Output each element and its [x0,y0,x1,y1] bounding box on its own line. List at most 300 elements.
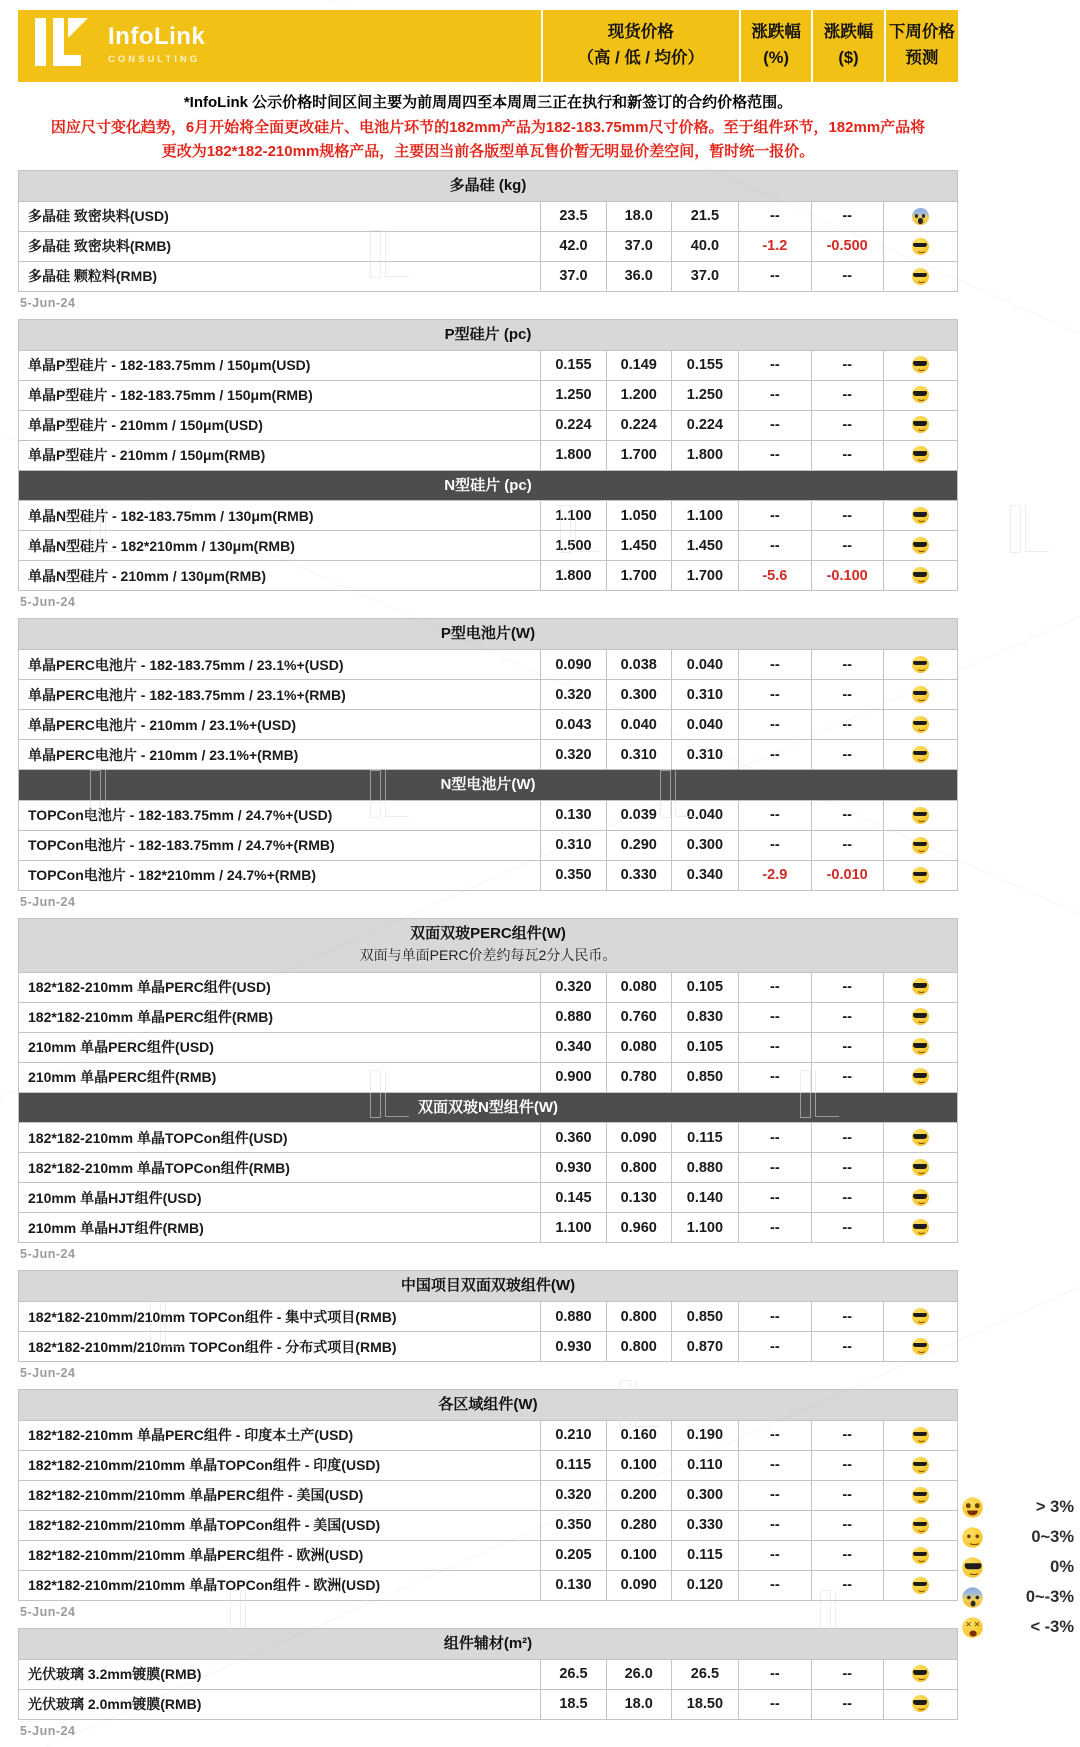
price-table [18,170,958,292]
price-low-cell: 0.800 [606,1302,671,1332]
change-pct-cell: -- [739,501,811,531]
price-row [19,1213,958,1243]
change-usd-cell: -- [811,1123,883,1153]
price-row [19,1420,958,1450]
forecast-cool-emoji [912,356,929,373]
change-usd-cell: -- [811,501,883,531]
change-pct-cell: -- [739,740,811,770]
price-row [19,1450,958,1480]
price-avg-cell: 0.105 [671,1032,739,1062]
legend-item [958,1612,1074,1642]
price-high-cell: 18.5 [541,1689,607,1719]
product-name-cell: 多晶硅 致密块料(USD) [19,201,541,231]
price-high-cell: 1.800 [541,440,607,470]
product-name-cell: 182*182-210mm/210mm TOPCon组件 - 集中式项目(RMB) [19,1302,541,1332]
legend-star-emoji [962,1497,982,1517]
product-name-cell: 182*182-210mm/210mm 单晶TOPCon组件 - 印度(USD) [19,1450,541,1480]
price-low-cell: 0.160 [606,1420,671,1450]
product-name-cell: 182*182-210mm/210mm 单晶PERC组件 - 美国(USD) [19,1480,541,1510]
forecast-cell [883,710,957,740]
forecast-cell [883,650,957,680]
price-low-cell: 1.200 [606,380,671,410]
forecast-cool-emoji [912,1159,929,1176]
forecast-cool-emoji [912,268,929,285]
legend-label: < -3% [1030,1617,1074,1636]
price-high-cell: 0.930 [541,1153,607,1183]
price-avg-cell: 0.140 [671,1183,739,1213]
change-usd-cell: -0.010 [811,860,883,890]
price-high-cell: 0.130 [541,1570,607,1600]
change-pct-cell: -- [739,1123,811,1153]
price-row [19,201,958,231]
legend-smile-emoji [962,1527,982,1547]
header-line: (%) [763,49,789,67]
price-low-cell: 0.038 [606,650,671,680]
change-usd-cell: -- [811,1420,883,1450]
product-name-cell: 单晶PERC电池片 - 210mm / 23.1%+(USD) [19,710,541,740]
price-high-cell: 1.800 [541,561,607,591]
price-high-cell: 0.155 [541,350,607,380]
forecast-cool-emoji [912,1517,929,1534]
section-header [19,770,958,801]
section-title: P型电池片(W) [440,625,536,643]
forecast-cell [883,1659,957,1689]
note-size-change: 因应尺寸变化趋势，6月开始将全面更改硅片、电池片环节的182mm产品为182-183.75mm尺寸价格。至于组件环节，182mm产品将更改为182*182-210mm规格产品，主要因当前各版型单瓦售价暂无明显价差空间，暂时统一报价。 [50,119,926,160]
forecast-cell [883,440,957,470]
price-row [19,1032,958,1062]
note-price-period: *InfoLink 公示价格时间区间主要为前周周四至本周周三正在执行和新签订的合约价格范围。 [183,94,793,111]
price-high-cell: 1.500 [541,531,607,561]
product-name-cell: 单晶P型硅片 - 210mm / 150μm(USD) [19,410,541,440]
price-row [19,1689,958,1719]
forecast-cool-emoji [912,537,929,554]
price-avg-cell: 0.040 [671,710,739,740]
price-high-cell: 42.0 [541,231,607,261]
price-low-cell: 0.290 [606,830,671,860]
change-usd-cell: -- [811,800,883,830]
price-avg-cell: 0.105 [671,972,739,1002]
product-name-cell: 单晶N型硅片 - 182-183.75mm / 130μm(RMB) [19,501,541,531]
price-table-block [18,319,1080,610]
legend-weary-emoji [962,1617,982,1637]
section-title: 双面双玻N型组件(W) [418,1098,558,1116]
change-usd-cell: -- [811,1570,883,1600]
product-name-cell: 182*182-210mm/210mm TOPCon组件 - 分布式项目(RMB) [19,1332,541,1362]
section-header [19,470,958,501]
price-avg-cell: 0.190 [671,1420,739,1450]
price-high-cell: 0.090 [541,650,607,680]
price-high-cell: 0.205 [541,1540,607,1570]
forecast-cell [883,1032,957,1062]
forecast-cool-emoji [912,656,929,673]
section-header [19,619,958,650]
price-low-cell: 0.100 [606,1450,671,1480]
product-name-cell: 单晶PERC电池片 - 210mm / 23.1%+(RMB) [19,740,541,770]
change-pct-cell: -1.2 [739,231,811,261]
price-high-cell: 0.320 [541,740,607,770]
price-low-cell: 0.330 [606,860,671,890]
change-pct-cell: -- [739,1510,811,1540]
product-name-cell: 210mm 单晶HJT组件(RMB) [19,1213,541,1243]
change-pct-cell: -- [739,1450,811,1480]
price-avg-cell: 1.100 [671,501,739,531]
price-row [19,231,958,261]
section-header [19,918,958,972]
price-row [19,350,958,380]
price-low-cell: 0.224 [606,410,671,440]
price-high-cell: 0.880 [541,1302,607,1332]
price-avg-cell: 1.700 [671,561,739,591]
forecast-cell [883,1062,957,1092]
table-header [18,10,958,82]
change-usd-cell: -- [811,1450,883,1480]
price-avg-cell: 0.870 [671,1332,739,1362]
forecast-cell [883,1002,957,1032]
section-header [19,319,958,350]
change-pct-cell: -- [739,1659,811,1689]
price-low-cell: 0.090 [606,1570,671,1600]
product-name-cell: 182*182-210mm/210mm 单晶PERC组件 - 欧洲(USD) [19,1540,541,1570]
product-name-cell: 单晶P型硅片 - 182-183.75mm / 150μm(USD) [19,350,541,380]
forecast-cell [883,1183,957,1213]
legend-scream-emoji [962,1587,982,1607]
forecast-cell [883,1510,957,1540]
forecast-cell [883,561,957,591]
change-pct-cell: -- [739,710,811,740]
price-avg-cell: 18.50 [671,1689,739,1719]
price-table-block [18,170,1080,310]
legend-item [958,1582,1074,1612]
price-low-cell: 0.960 [606,1213,671,1243]
change-pct-cell: -5.6 [739,561,811,591]
product-name-cell: 单晶N型硅片 - 182*210mm / 130μm(RMB) [19,531,541,561]
price-row [19,1183,958,1213]
forecast-cool-emoji [912,1338,929,1355]
product-name-cell: 182*182-210mm 单晶TOPCon组件(USD) [19,1123,541,1153]
change-pct-cell: -- [739,1570,811,1600]
price-high-cell: 1.100 [541,501,607,531]
price-table-block [18,618,1080,909]
change-pct-cell: -- [739,830,811,860]
change-pct-cell: -- [739,1480,811,1510]
forecast-cool-emoji [912,507,929,524]
change-usd-cell: -- [811,740,883,770]
change-usd-cell: -- [811,410,883,440]
forecast-cell [883,800,957,830]
price-low-cell: 0.080 [606,972,671,1002]
price-row [19,800,958,830]
forecast-cell [883,1153,957,1183]
price-table [18,618,958,891]
change-pct-cell: -- [739,201,811,231]
price-low-cell: 0.800 [606,1153,671,1183]
price-high-cell: 0.320 [541,680,607,710]
price-low-cell: 0.760 [606,1002,671,1032]
change-usd-cell: -- [811,1302,883,1332]
logo-brand: InfoLink [108,23,206,51]
product-name-cell: TOPCon电池片 - 182-183.75mm / 24.7%+(USD) [19,800,541,830]
forecast-cell [883,680,957,710]
price-high-cell: 1.100 [541,1213,607,1243]
price-low-cell: 0.200 [606,1480,671,1510]
change-usd-cell: -- [811,1659,883,1689]
price-avg-cell: 26.5 [671,1659,739,1689]
product-name-cell: TOPCon电池片 - 182*210mm / 24.7%+(RMB) [19,860,541,890]
change-usd-cell: -0.100 [811,561,883,591]
change-pct-cell: -- [739,1332,811,1362]
legend-item [958,1492,1074,1522]
change-usd-cell: -- [811,350,883,380]
forecast-cool-emoji [912,978,929,995]
price-high-cell: 0.210 [541,1420,607,1450]
legend-label: 0~-3% [1025,1587,1074,1606]
product-name-cell: 多晶硅 致密块料(RMB) [19,231,541,261]
infolink-logo-icon [34,17,96,76]
change-pct-cell: -- [739,1153,811,1183]
price-row [19,1153,958,1183]
forecast-cell [883,972,957,1002]
change-pct-cell: -- [739,1213,811,1243]
change-pct-cell: -- [739,350,811,380]
price-avg-cell: 40.0 [671,231,739,261]
price-table [18,1389,958,1601]
price-row [19,1332,958,1362]
product-name-cell: 多晶硅 颗粒料(RMB) [19,261,541,291]
price-row [19,830,958,860]
column-header-change-pct [739,10,811,82]
price-low-cell: 18.0 [606,201,671,231]
change-usd-cell: -- [811,972,883,1002]
forecast-cool-emoji [912,1189,929,1206]
section-header [19,1390,958,1421]
forecast-cool-emoji [912,807,929,824]
price-avg-cell: 0.120 [671,1570,739,1600]
change-pct-cell: -2.9 [739,860,811,890]
price-high-cell: 0.145 [541,1183,607,1213]
price-avg-cell: 0.850 [671,1062,739,1092]
price-avg-cell: 0.330 [671,1510,739,1540]
price-row [19,410,958,440]
forecast-cell [883,531,957,561]
forecast-cell [883,410,957,440]
change-pct-cell: -- [739,380,811,410]
price-high-cell: 0.043 [541,710,607,740]
forecast-cell [883,380,957,410]
price-avg-cell: 0.115 [671,1123,739,1153]
forecast-cool-emoji [912,1457,929,1474]
forecast-cool-emoji [912,867,929,884]
price-row [19,561,958,591]
price-avg-cell: 0.115 [671,1540,739,1570]
price-row [19,1302,958,1332]
price-avg-cell: 0.040 [671,650,739,680]
change-pct-cell: -- [739,1689,811,1719]
forecast-cool-emoji [912,1577,929,1594]
forecast-cool-emoji [912,238,929,255]
section-title: 多晶硅 (kg) [449,177,527,194]
change-usd-cell: -- [811,1540,883,1570]
header-line: 下周价格 [888,23,955,42]
header-line: （高 / 低 / 均价） [577,49,705,67]
price-row [19,501,958,531]
product-name-cell: TOPCon电池片 - 182-183.75mm / 24.7%+(RMB) [19,830,541,860]
price-low-cell: 0.100 [606,1540,671,1570]
change-pct-cell: -- [739,261,811,291]
date-label: 5-Jun-24 [20,1604,76,1619]
price-high-cell: 0.350 [541,860,607,890]
price-low-cell: 0.780 [606,1062,671,1092]
price-low-cell: 0.080 [606,1032,671,1062]
forecast-cool-emoji [912,1008,929,1025]
change-pct-cell: -- [739,680,811,710]
change-pct-cell: -- [739,1420,811,1450]
price-low-cell: 0.039 [606,800,671,830]
price-low-cell: 0.300 [606,680,671,710]
forecast-cell [883,740,957,770]
change-usd-cell: -- [811,1213,883,1243]
price-low-cell: 26.0 [606,1659,671,1689]
price-row [19,1570,958,1600]
forecast-cool-emoji [912,1068,929,1085]
forecast-cool-emoji [912,567,929,584]
product-name-cell: 光伏玻璃 2.0mm镀膜(RMB) [19,1689,541,1719]
section-title: N型硅片 (pc) [444,476,532,494]
price-row [19,1480,958,1510]
product-name-cell: 182*182-210mm/210mm 单晶TOPCon组件 - 美国(USD) [19,1510,541,1540]
date-label: 5-Jun-24 [20,1247,76,1262]
price-low-cell: 0.149 [606,350,671,380]
price-table [18,918,958,1244]
price-avg-cell: 0.155 [671,350,739,380]
price-high-cell: 0.360 [541,1123,607,1153]
column-header-spot-price [541,10,739,82]
change-pct-cell: -- [739,1183,811,1213]
section-title: 组件辅材(m²) [443,1634,533,1652]
price-low-cell: 0.130 [606,1183,671,1213]
price-avg-cell: 0.110 [671,1450,739,1480]
section-title: P型硅片 (pc) [444,325,532,343]
change-usd-cell: -- [811,830,883,860]
change-usd-cell: -- [811,1332,883,1362]
price-row [19,531,958,561]
forecast-cell [883,1332,957,1362]
price-avg-cell: 0.224 [671,410,739,440]
change-usd-cell: -- [811,1480,883,1510]
price-high-cell: 0.130 [541,800,607,830]
section-title: 双面双玻PERC组件(W) [410,924,566,942]
price-row [19,710,958,740]
price-high-cell: 0.350 [541,1510,607,1540]
price-row [19,740,958,770]
price-avg-cell: 0.850 [671,1302,739,1332]
price-low-cell: 1.700 [606,440,671,470]
price-high-cell: 0.930 [541,1332,607,1362]
product-name-cell: 210mm 单晶HJT组件(USD) [19,1183,541,1213]
price-high-cell: 26.5 [541,1659,607,1689]
product-name-cell: 182*182-210mm 单晶PERC组件 - 印度本土产(USD) [19,1420,541,1450]
price-low-cell: 18.0 [606,1689,671,1719]
product-name-cell: 单晶P型硅片 - 210mm / 150μm(RMB) [19,440,541,470]
change-usd-cell: -- [811,1510,883,1540]
legend-label: > 3% [1035,1497,1074,1516]
price-table-block [18,1628,1080,1738]
forecast-cool-emoji [912,1129,929,1146]
price-avg-cell: 1.450 [671,531,739,561]
forecast-cell [883,1302,957,1332]
section-header [19,1271,958,1302]
legend-cool-emoji [962,1557,982,1577]
product-name-cell: 210mm 单晶PERC组件(USD) [19,1032,541,1062]
price-row [19,1540,958,1570]
change-usd-cell: -- [811,1032,883,1062]
forecast-cool-emoji [912,1038,929,1055]
change-usd-cell: -- [811,380,883,410]
infolink-logo [18,10,541,82]
forecast-cell [883,1570,957,1600]
forecast-cell [883,1420,957,1450]
forecast-cell [883,830,957,860]
forecast-legend [958,1492,1074,1642]
price-table-block [18,1270,1080,1380]
section-header [19,1628,958,1659]
price-low-cell: 1.450 [606,531,671,561]
forecast-cell [883,350,957,380]
product-name-cell: 210mm 单晶PERC组件(RMB) [19,1062,541,1092]
price-avg-cell: 0.040 [671,800,739,830]
forecast-cell [883,1450,957,1480]
forecast-cool-emoji [912,1665,929,1682]
price-high-cell: 0.340 [541,1032,607,1062]
price-low-cell: 37.0 [606,231,671,261]
forecast-cell [883,1123,957,1153]
forecast-cell [883,261,957,291]
price-avg-cell: 0.830 [671,1002,739,1032]
column-header-forecast [884,10,958,82]
change-pct-cell: -- [739,1540,811,1570]
change-pct-cell: -- [739,1302,811,1332]
price-avg-cell: 0.340 [671,860,739,890]
price-row [19,1002,958,1032]
date-label: 5-Jun-24 [20,295,76,310]
change-usd-cell: -- [811,1002,883,1032]
forecast-cell [883,1480,957,1510]
price-low-cell: 1.050 [606,501,671,531]
change-pct-cell: -- [739,531,811,561]
product-name-cell: 单晶PERC电池片 - 182-183.75mm / 23.1%+(USD) [19,650,541,680]
price-table-block [18,1389,1080,1619]
forecast-cell [883,1540,957,1570]
price-avg-cell: 0.300 [671,830,739,860]
date-label: 5-Jun-24 [20,595,76,610]
product-name-cell: 182*182-210mm 单晶PERC组件(RMB) [19,1002,541,1032]
price-low-cell: 36.0 [606,261,671,291]
forecast-cool-emoji [912,1487,929,1504]
change-usd-cell: -- [811,1062,883,1092]
date-label: 5-Jun-24 [20,1723,76,1738]
date-label: 5-Jun-24 [20,1366,76,1380]
price-low-cell: 0.090 [606,1123,671,1153]
product-name-cell: 182*182-210mm 单晶TOPCon组件(RMB) [19,1153,541,1183]
column-header-change-usd [811,10,883,82]
logo-subtitle: CONSULTING [108,53,201,65]
price-avg-cell: 1.250 [671,380,739,410]
product-name-cell: 182*182-210mm 单晶PERC组件(USD) [19,972,541,1002]
price-row [19,860,958,890]
price-high-cell: 0.224 [541,410,607,440]
forecast-cell [883,1689,957,1719]
forecast-cool-emoji [912,416,929,433]
change-usd-cell: -- [811,1153,883,1183]
